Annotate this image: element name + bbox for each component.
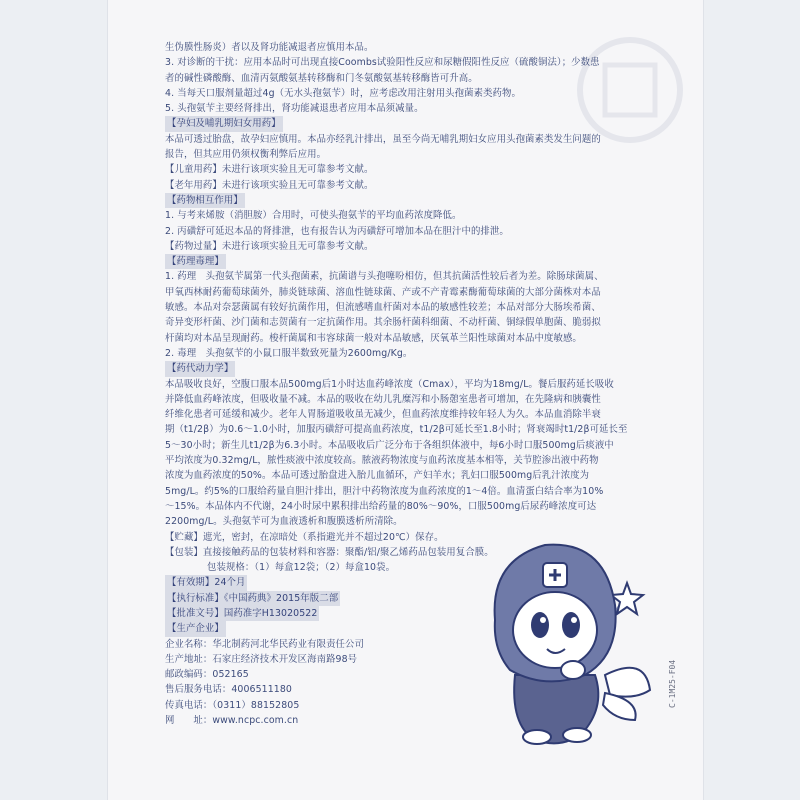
section-children: 【儿童用药】未进行该项实验且无可靠参考文献。: [165, 164, 374, 176]
section-heading-pharmacology: [165, 254, 655, 269]
company-address: 生产地址：石家庄经济技术开发区海南路98号: [165, 653, 358, 665]
text-line: 杆菌均对本品呈现耐药。梭杆菌属和韦容球菌一般对本品敏感，厌氧革兰阳性球菌对本品中度敏感。: [165, 332, 582, 344]
company-name: 企业名称：华北制药河北华民药业有限责任公司: [165, 638, 364, 650]
section-heading-pregnancy: [165, 116, 655, 131]
text-line: 奇异变形杆菌、沙门菌和志贺菌有一定抗菌作用。其余肠杆菌科细菌、不动杆菌、铜绿假单胞菌、脆弱拟: [165, 317, 601, 329]
text-line: 1. 与考来烯胺（消胆胺）合用时，可使头孢氨苄的平均血药浓度降低。: [165, 210, 462, 222]
section-heading-pharmacokinetics: [165, 361, 655, 376]
section-package: 【包装】直接接触药品的包装材料和容器：聚酯/铝/聚乙烯药品包装用复合膜。: [165, 546, 494, 558]
heading-label: 【药理毒理】: [165, 254, 226, 269]
fax-number: 传真电话：（0311）88152805: [165, 699, 300, 711]
text-line: 1. 药理 头孢氨苄属第一代头孢菌素，抗菌谱与头孢噻吩相仿，但其抗菌活性较后者为差。除肠球菌属、: [165, 271, 604, 283]
text-line: 5mg/L。约5%的口服给药量自胆汁排出，胆汁中药物浓度为血药浓度的1～4倍。血清蛋白结合率为10%: [165, 485, 604, 497]
heading-label: 【药物相互作用】: [165, 193, 245, 208]
package-spec: 包装规格：（1）每盒12袋；（2）每盒10袋。: [207, 562, 396, 574]
text-line: 浓度为血药浓度的50%。本品可透过胎盘进入胎儿血循环，产妇羊水；乳妇口服500mg后乳汁浓度为: [165, 470, 590, 482]
text-line: 并降低血药峰浓度，但吸收量不减。本品的吸收在幼儿乳糜泻和小肠憩室患者可增加，在先隆病和胰囊性: [165, 393, 601, 405]
text-line: 期（t1/2β）为0.6～1.0小时，加服丙磺舒可提高血药浓度，t1/2β可延长至1.8小时；肾衰竭时t1/2β可延长至: [165, 424, 628, 436]
text-line: 4. 当每天口服剂量超过4g（无水头孢氨苄）时，应考虑改用注射用头孢菌素类药物。: [165, 87, 521, 99]
text-line: 本品吸收良好，空腹口服本品500mg后1小时达血药峰浓度（Cmax），平均为18mg/L。餐后服药延长吸收: [165, 378, 614, 390]
heading-label: 【批准文号】国药准字H13020522: [165, 606, 319, 621]
text-line: 敏感。本品对奈瑟菌属有较好抗菌作用，但流感嗜血杆菌对本品的敏感性较差；本品对部分大肠埃希菌、: [165, 302, 601, 314]
text-line: 5. 头孢氨苄主要经肾排出，肾功能减退患者应用本品须减量。: [165, 103, 424, 115]
postal-code: 邮政编码：052165: [165, 669, 249, 681]
text-line: 5～30小时；新生儿t1/2β为6.3小时。本品吸收后广泛分布于各组织体液中，每6小时口服500mg后痰液中: [165, 439, 614, 451]
website: 网 址：www.ncpc.com.cn: [165, 715, 299, 727]
heading-label: 【有效期】24个月: [165, 575, 247, 590]
heading-label: 【药代动力学】: [165, 361, 235, 376]
text-line: 纤维化患者可延缓和减少。老年人胃肠道吸收虽无减少，但血药浓度维持较年轻人为久。本品血消除半衰: [165, 409, 601, 421]
section-overdose: 【药物过量】未进行该项实验且无可靠参考文献。: [165, 240, 374, 252]
heading-label: 【孕妇及哺乳期妇女用药】: [165, 116, 283, 131]
text-line: 报告，但其应用仍须权衡利弊后应用。: [165, 149, 327, 161]
text-line: 本品可透过胎盘，故孕妇应慎用。本品亦经乳汁排出，虽至今尚无哺乳期妇女应用头孢菌素类发生问题的: [165, 133, 601, 145]
text-line: 3. 对诊断的干扰：应用本品时可出现直接Coombs试验阳性反应和尿糖假阳性反应（硫酸铜法）；少数患: [165, 57, 600, 69]
text-line: 平均浓度为0.32mg/L，脓性痰液中浓度较高。脓液药物浓度与血药浓度基本相等，关节腔渗出液中药物: [165, 455, 599, 467]
text-line: 2. 毒理 头孢氨苄的小鼠口服半数致死量为2600mg/Kg。: [165, 347, 413, 359]
document-code: C-1M25-F04: [668, 659, 677, 708]
heading-label: 【生产企业】: [165, 621, 226, 636]
section-elderly: 【老年用药】未进行该项实验且无可靠参考文献。: [165, 179, 374, 191]
text-line: 生伪膜性肠炎）者以及肾功能减退者应慎用本品。: [165, 42, 374, 53]
section-heading-interactions: [165, 193, 655, 208]
text-line: ～15%。本品体内不代谢，24小时尿中累积排出给药量的80%～90%，口服500mg后尿药峰浓度可达: [165, 500, 597, 512]
service-phone: 售后服务电话：4006511180: [165, 684, 292, 696]
text-line: 2200mg/L。头孢氨苄可为血液透析和腹膜透析所清除。: [165, 516, 403, 528]
heading-label: 【执行标准】《中国药典》2015年版二部: [165, 591, 340, 606]
text-line: 者的碱性磷酸酶、血清丙氨酸氨基转移酶和门冬氨酸氨基转移酶皆可升高。: [165, 72, 478, 84]
mascot-illustration: [455, 525, 660, 755]
section-storage: 【贮藏】遮光，密封，在凉暗处（系指避光并不超过20℃）保存。: [165, 531, 444, 543]
text-line: 甲氧西林耐药葡萄球菌外，肺炎链球菌、溶血性链球菌、产或不产青霉素酶葡萄球菌的大部分菌株对本品: [165, 286, 601, 298]
text-line: 2. 丙磺舒可延迟本品的肾排泄，也有报告认为丙磺舒可增加本品在胆汁中的排泄。: [165, 225, 509, 237]
